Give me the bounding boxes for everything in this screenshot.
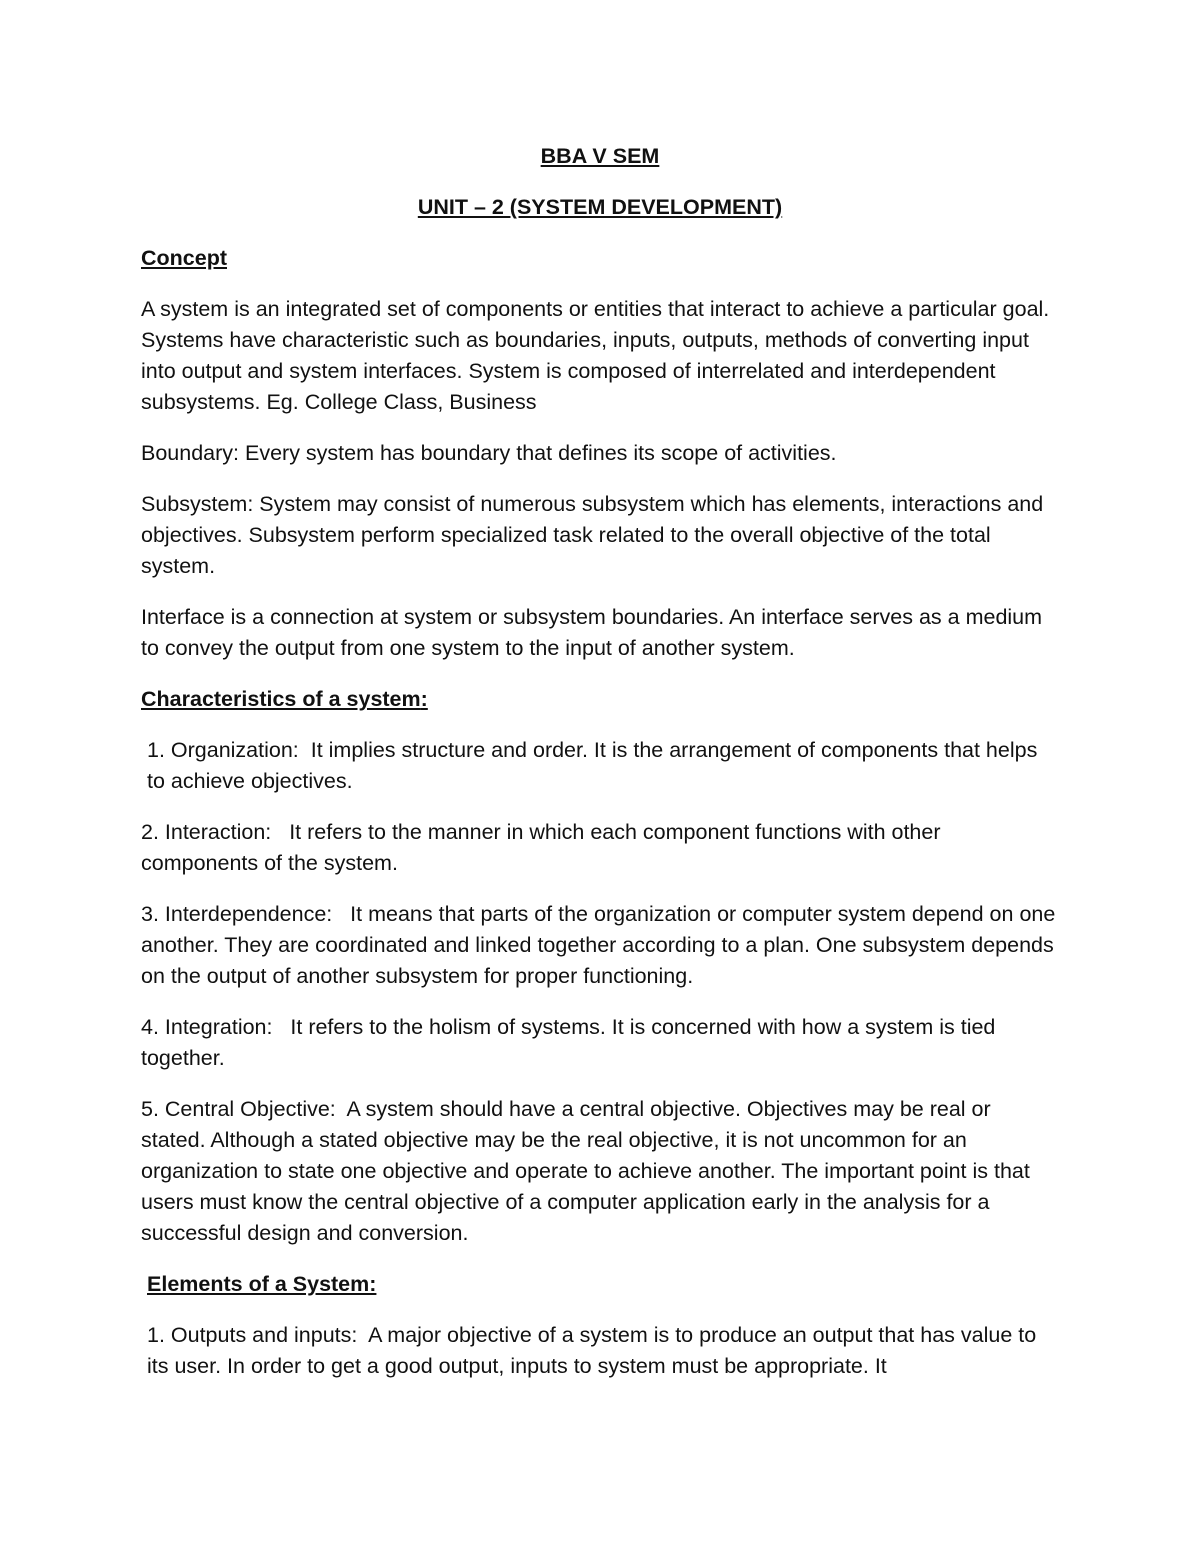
course-title: BBA V SEM [540, 144, 660, 168]
elements-heading: Elements of a System: [147, 1272, 377, 1296]
characteristic-interdependence: 3. Interdependence: It means that parts of the organization or computer system depend on one another. They are coordinated and linked together according to a plan. One subsystem depends on the output of another subsystem for proper functioning. [141, 902, 1062, 988]
characteristic-interaction: 2. Interaction: It refers to the manner in which each component functions with other components of the system. [141, 820, 947, 875]
characteristic-organization: 1. Organization: It implies structure and order. It is the arrangement of components that helps to achieve objectives. [147, 738, 1044, 793]
interface-paragraph: Interface is a connection at system or subsystem boundaries. An interface serves as a medium to convey the output from one system to the input of another system. [141, 605, 1043, 660]
concept-paragraph: A system is an integrated set of components or entities that interact to achieve a particular goal. Systems have characteristic such as boundaries, inputs, outputs, methods of converting input into output and system interfaces. System is composed of interrelated and interdependent subsystems. Eg. College Class, Business [141, 297, 1050, 414]
characteristics-heading-text: Characteristics of a system [141, 687, 421, 711]
document-content [141, 141, 1062, 1402]
unit-title: UNIT – 2 (SYSTEM DEVELOPMENT) [417, 195, 783, 219]
characteristics-heading [141, 684, 1059, 715]
boundary-paragraph: Boundary: Every system has boundary that defines its scope of activities. [141, 441, 837, 465]
characteristic-integration: 4. Integration: It refers to the holism of systems. It is concerned with how a system is tied together. [141, 1015, 1002, 1070]
characteristic-central-objective: 5. Central Objective: A system should have a central objective. Objectives may be real or stated. Although a stated objective may be the real objective, it is not uncommon for an organization to state one objective and operate to achieve another. The important point is that users must know the central objective of a computer application early in the analysis for a successful design and conversion. [141, 1097, 1036, 1245]
element-outputs-inputs: 1. Outputs and inputs: A major objective of a system is to produce an output that has value to its user. In order to get a good output, inputs to system must be appropriate. It [147, 1323, 1043, 1378]
characteristics-heading-colon: : [420, 687, 428, 711]
concept-heading: Concept [141, 246, 227, 270]
subsystem-paragraph: Subsystem: System may consist of numerous subsystem which has elements, interactions and objectives. Subsystem perform specialized task related to the overall objective of the total system. [141, 492, 1044, 578]
